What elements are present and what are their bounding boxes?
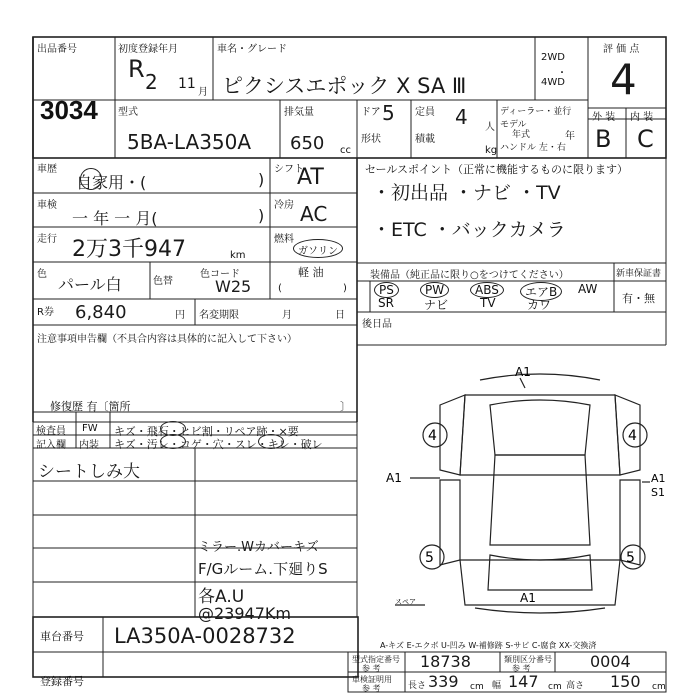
capacity-unit: 人 — [485, 122, 495, 133]
ac-label: 冷房 — [274, 200, 294, 211]
registration-label: 登録番号 — [40, 675, 84, 688]
recycle-label: R券 — [37, 307, 54, 318]
interior-items: キズ・汚レ・コゲ・穴・スレ・キレ・破レ — [114, 438, 323, 451]
displacement-label: 排気量 — [284, 107, 314, 118]
length-unit: cm — [470, 682, 484, 692]
equipment-label: 装備品（純正品に限り○をつけてください） — [370, 270, 569, 281]
lot-number-label: 出品番号 — [37, 44, 77, 55]
equip-aw: AW — [578, 282, 598, 296]
mark-front-left: 4 — [428, 428, 437, 444]
color-label: 色 — [37, 269, 47, 280]
new-car-warranty-label: 新車保証書 — [616, 269, 662, 279]
chassis-number: LA350A-0028732 — [114, 624, 296, 648]
color-change-label: 色替 — [153, 276, 173, 287]
inspection-close: ) — [258, 206, 265, 225]
damage-legend: A-キズ E-エクボ U-凹み W-補修跡 S-サビ C-腐食 XX-交換済 — [380, 641, 597, 650]
length-value: 339 — [428, 672, 459, 691]
load-label: 積載 — [415, 134, 435, 145]
mark-front: A1 — [515, 365, 531, 379]
width-value: 147 — [508, 672, 539, 691]
mark-right-rust: S1 — [651, 486, 665, 499]
door-count: 5 — [382, 101, 395, 125]
category-number: 0004 — [590, 652, 631, 671]
exterior-grade: B — [595, 125, 612, 153]
inspector-label-1: 検査員 — [36, 426, 66, 437]
equipment-row-1 — [372, 280, 612, 299]
equip-pw: PW — [420, 282, 449, 298]
color: パール白 — [58, 275, 122, 294]
sales-points-label: セールスポイント（正常に機能するものに限ります） — [365, 163, 629, 176]
equip-tv: TV — [480, 296, 496, 310]
fw-items: キズ・飛石・ヒビ割・リペア跡・×要 — [114, 425, 299, 438]
capacity-label: 定員 — [415, 107, 435, 118]
height-value: 150 — [610, 672, 641, 691]
designation-label: 型式指定番号 — [352, 655, 400, 664]
shift: AT — [297, 165, 324, 190]
length-ref: 参 考 — [362, 684, 381, 693]
drive-4wd: 4WD — [541, 77, 565, 88]
mark-rear: A1 — [520, 591, 536, 605]
wear-circle — [258, 434, 284, 449]
chassis-label: 車台番号 — [40, 630, 84, 643]
shape-label: 形状 — [361, 134, 381, 145]
remark-seat-stain: シートしみ大 — [38, 462, 140, 482]
registration-year: 2 — [145, 70, 158, 94]
type-label: 型式 — [118, 107, 138, 118]
history-close: ) — [258, 170, 265, 189]
mileage-unit: km — [230, 250, 246, 261]
door-label: ドア — [361, 107, 381, 118]
mark-left-door: A1 — [386, 471, 402, 485]
inspection-label: 車検 — [37, 200, 57, 211]
fuel-paren-close: ) — [343, 283, 347, 294]
fw-label: FW — [82, 423, 98, 434]
model-year-label: モデル — [500, 120, 527, 130]
equip-navi: ナビ — [424, 298, 449, 312]
mark-rear-left: 5 — [425, 550, 434, 566]
color-code-label: 色コード — [200, 269, 240, 280]
rear-items-label: 後日品 — [362, 319, 392, 330]
drive-dot: ・ — [557, 68, 567, 79]
length-word: 長さ — [408, 681, 427, 691]
displacement-unit: cc — [340, 145, 351, 156]
registration-month: 11 — [178, 76, 196, 92]
fuel-diesel: 軽 油 — [298, 266, 324, 279]
lot-number: 3034 — [40, 95, 98, 125]
dealer-label: ディーラー・並行 — [500, 107, 572, 117]
sales-points-line2: ・ETC ・バックカメラ — [372, 219, 566, 241]
model-year-unit: 年 — [565, 131, 575, 142]
history-value: 自家用・( — [76, 173, 147, 192]
remark-mirror: ミラー.Wカバーキズ — [198, 540, 319, 555]
model-name: ピクシスエポック X SA Ⅲ — [222, 74, 467, 98]
name-change-day: 日 — [335, 310, 345, 321]
width-word: 幅 — [492, 681, 502, 691]
grade-label: 評 価 点 — [603, 44, 640, 55]
recycle-unit: 円 — [175, 310, 185, 321]
recycle-value: 6,840 — [75, 302, 127, 323]
inspection-value: 一 年 一 月( — [72, 209, 158, 228]
designation-number: 18738 — [420, 652, 471, 671]
fuel-gasoline: ガソリン — [298, 246, 338, 257]
interior-inspect-label: 内装 — [79, 440, 99, 451]
type-value: 5BA-LA350A — [127, 130, 252, 154]
fuel-paren-open: ( — [278, 283, 282, 294]
sales-points-line1: ・初出品 ・ナビ ・TV — [372, 182, 561, 204]
equipment-row-2 — [372, 296, 612, 312]
mileage-label: 走行 — [37, 234, 57, 245]
stain-circle — [160, 434, 186, 449]
name-change-month: 月 — [282, 310, 292, 321]
length-label: 車検証明用 — [352, 675, 392, 684]
inspector-label-2: 記入欄 — [36, 440, 66, 451]
notes-label: 注意事項申告欄（不具合内容は具体的に記入して下さい） — [37, 334, 297, 345]
exterior-label: 外 装 — [592, 112, 616, 123]
repair-history-close: 〕 — [340, 400, 351, 413]
capacity: 4 — [455, 105, 468, 129]
remark-mileage: @23947Km — [198, 604, 291, 623]
interior-label: 内 装 — [630, 112, 654, 123]
mark-front-right: 4 — [628, 428, 637, 444]
first-registration-label: 初度登録年月 — [118, 44, 178, 55]
car-damage-diagram — [380, 360, 680, 630]
history-label: 車歴 — [37, 164, 57, 175]
width-unit: cm — [548, 682, 562, 692]
overall-grade: 4 — [610, 55, 637, 104]
drive-2wd: 2WD — [541, 52, 565, 63]
displacement: 650 — [290, 133, 325, 154]
color-code: W25 — [215, 277, 252, 296]
mileage: 2万3千947 — [72, 237, 186, 262]
repair-history-label: 修復歴 有〔箇所 — [50, 400, 131, 413]
mark-right-door: A1 — [651, 472, 666, 485]
category-ref: 参 考 — [512, 664, 531, 673]
designation-ref: 参 考 — [362, 664, 381, 673]
model-label: 車名・グレード — [217, 44, 287, 55]
fuel-label: 燃料 — [274, 234, 294, 245]
interior-grade: C — [637, 125, 654, 153]
registration-era: R — [128, 55, 145, 83]
remark-au: 各A.U — [198, 587, 245, 607]
equip-ps: PS — [374, 282, 399, 298]
mark-rear-right: 5 — [626, 550, 635, 566]
height-word: 高さ — [566, 681, 585, 691]
handle-label: ハンドル 左・右 — [500, 143, 566, 153]
ac: AC — [300, 202, 328, 226]
name-change-label: 名変期限 — [199, 310, 239, 321]
month-unit: 月 — [198, 87, 208, 98]
new-car-warranty-value: 有・無 — [622, 292, 655, 305]
category-label: 類別区分番号 — [504, 655, 552, 664]
equip-airbag: エアB — [520, 282, 562, 301]
load-unit: kg — [485, 145, 498, 156]
spare-label: スペア — [395, 598, 416, 606]
shift-label: シフト — [274, 164, 304, 175]
equip-leather: カワ — [527, 298, 552, 312]
remark-engine-room: F/Gルーム.下廻りS — [198, 560, 328, 578]
model-year-label-2: 年式 — [512, 130, 531, 140]
height-unit: cm — [652, 682, 666, 692]
equip-abs: ABS — [470, 282, 504, 298]
equip-sr: SR — [378, 296, 394, 310]
